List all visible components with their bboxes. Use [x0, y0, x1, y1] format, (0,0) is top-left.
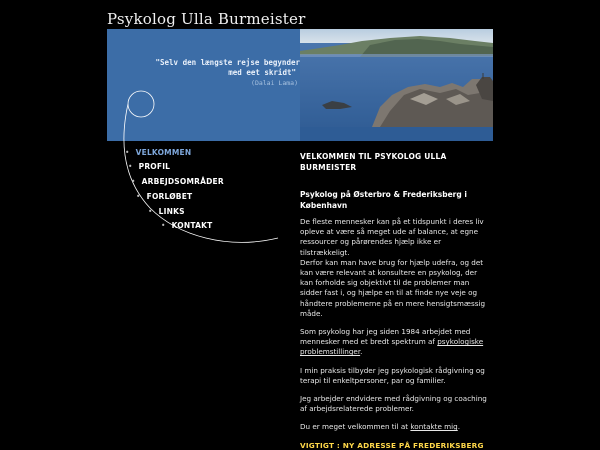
contact-link[interactable]: kontakte mig: [410, 422, 458, 432]
quote-author: (Dalai Lama): [251, 79, 298, 87]
problems-link[interactable]: psykologiske problemstillinger: [300, 337, 484, 357]
intro-paragraph: [300, 217, 490, 319]
bullet-icon: •: [161, 221, 166, 230]
contact-end: .: [457, 422, 461, 432]
practice-paragraph: I min praksis tilbyder jeg psykologisk rådgivning og terapi til enkeltpersoner, par og familier.: [300, 365, 485, 385]
nav-item-velkommen[interactable]: • VELKOMMEN: [125, 148, 192, 157]
banner-quote-panel: [107, 29, 300, 141]
nav-item-forlobet[interactable]: • FORLØBET: [136, 192, 193, 201]
address-notice: VIGTIGT : NY ADRESSE PÅ FREDERIKSBERG: [300, 440, 484, 450]
site-title: Psykolog Ulla Burmeister: [107, 10, 306, 28]
coaching-paragraph: Jeg arbejder endvidere med rådgivning og coaching af arbejdsrelaterede problemer.: [300, 394, 487, 414]
banner-quote: [115, 58, 300, 88]
intro-text: De fleste mennesker kan på et tidspunkt i deres liv opleve at være så meget ude af balance, at egne ressourcer og pårørendes hjælp ikke er tilstrækkeligt.: [300, 217, 484, 257]
quote-line-2: med eet skridt": [228, 68, 296, 77]
nav-item-profil[interactable]: • PROFIL: [128, 162, 171, 171]
nav-item-kontakt[interactable]: • KONTAKT: [161, 221, 213, 230]
bullet-icon: •: [136, 192, 141, 201]
experience-text: Som psykolog har jeg siden 1984 arbejdet med mennesker med et bredt spektrum af: [300, 327, 471, 347]
bullet-icon: •: [125, 148, 130, 157]
bullet-icon: •: [131, 177, 136, 186]
header-banner: [107, 29, 493, 141]
bullet-icon: •: [128, 162, 133, 171]
page-subtitle: Psykolog på Østerbro & Frederiksberg i København: [300, 190, 467, 210]
nav-item-links[interactable]: • LINKS: [148, 207, 185, 216]
page-title: VELKOMMEN TIL PSYKOLOG ULLA BURMEISTER: [300, 152, 447, 172]
bullet-icon: •: [148, 207, 153, 216]
quote-line-1: "Selv den længste rejse begynder: [155, 58, 300, 67]
experience-end: .: [360, 347, 363, 357]
nav-item-arbejdsomrader[interactable]: • ARBEJDSOMRÅDER: [131, 177, 224, 186]
contact-paragraph: [300, 422, 490, 432]
coastal-rocks-photo: [300, 29, 493, 141]
main-content: [300, 152, 490, 450]
intro-text-continued: Derfor kan man have brug for hjælp udefra, og det kan være relevant at konsultere en psykolog, der kan forholde sig objektivt til de problemer man sidder fast i, og hjælpe en til at finde nye veje og håndtere problemerne på en mere hensigtsmæssig måde.: [300, 257, 486, 318]
contact-text: Du er meget velkommen til at: [300, 422, 409, 432]
experience-paragraph: [300, 327, 490, 358]
